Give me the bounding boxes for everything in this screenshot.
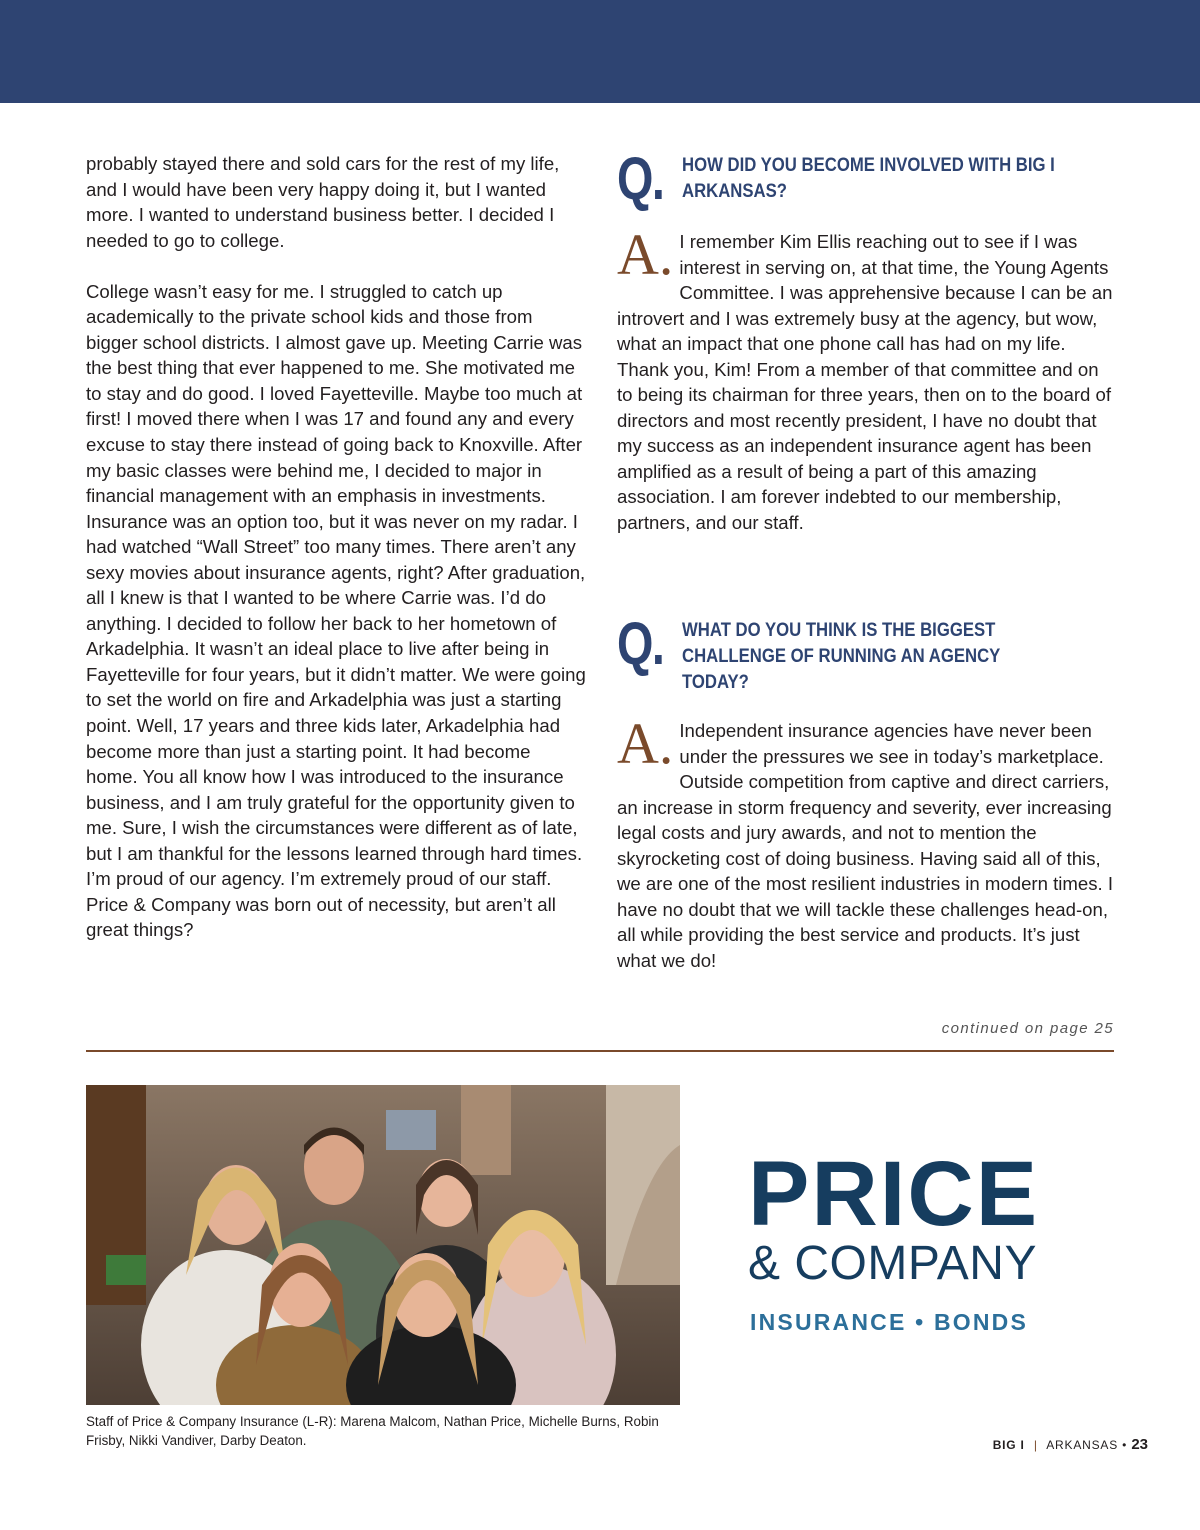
answer-text: [617, 711, 1117, 973]
answer-mark-letter: A.: [617, 222, 674, 287]
footer-bullet: •: [1122, 1438, 1128, 1452]
left-column: [86, 151, 586, 943]
question-mark-letter: Q.: [617, 145, 664, 212]
question-row: [617, 610, 1117, 696]
body-paragraph: College wasn’t easy for me. I struggled to catch up academically to the private school kids and those from bigger school districts. I almost gave up. Meeting Carrie was the best thing that ever happened to me. She motivated me to stay and do good. I loved Fayetteville. Maybe too much at first! I moved there when I was 17 and found any and every excuse to stay there instead of going back to Knoxville. After my basic classes were behind me, I decided to major in financial management with an emphasis in investments. Insurance was an option too, but it was never on my radar. I had watched “Wall Street” too many times. There aren’t any sexy movies about insurance agents, right? After graduation, all I knew is that I wanted to be where Carrie was. I’d do anything. I decided to follow her back to her hometown of Arkadelphia. It wasn’t an ideal place to live after being in Fayetteville for four years, but it didn’t matter. We were going to set the world on fire and Arkadelphia was just a starting point. Well, 17 years and three kids later, Arkadelphia had become more than just a starting point. It had become home. You all know how I was introduced to the insurance business, and I am truly grateful for the opportunity given to me. Sure, I wish the circumstances were different as of late, but I am thankful for the lessons learned through hard times. I’m proud of our agency. I’m extremely proud of our staff. Price & Company was born out of necessity, but aren’t all great things?: [86, 280, 586, 941]
logo-wordmark: PRICE: [748, 1143, 1040, 1245]
divider-rule: [86, 1050, 1114, 1052]
answer-body: Independent insurance agencies have never been under the pressures we see in today’s marketplace. Outside competition from captive and direct carriers, an increase in storm frequency and severity, ever increasing legal costs and jury awards, and not to mention the skyrocketing cost of doing business. Having said all of this, we are one of the most resilient industries in modern times. I have no doubt that we will tackle these challenges head-on, all while providing the best service and products. It’s just what we do!: [617, 720, 1114, 971]
body-paragraph: probably stayed there and sold cars for the rest of my life, and I would have been very happy doing it, but I wanted more. I wanted to understand business better. I decided I needed to go to college.: [86, 153, 560, 251]
page-footer: [993, 1436, 1148, 1453]
footer-separator: |: [1033, 1438, 1038, 1452]
header-band: [0, 0, 1200, 103]
staff-photo-illustration: [86, 1085, 680, 1405]
question-heading: HOW DID YOU BECOME INVOLVED WITH BIG I ARKANSAS?: [682, 155, 1055, 202]
photo-caption: Staff of Price & Company Insurance (L-R): Marena Malcom, Nathan Price, Michelle Burns, Robin Frisby, Nikki Vandiver, Darby Deaton.: [86, 1414, 659, 1448]
answer-mark-letter: A.: [617, 711, 674, 776]
qa-block-2: [617, 610, 1117, 973]
qa-block-1: [617, 145, 1117, 536]
question-heading: WHAT DO YOU THINK IS THE BIGGEST CHALLENGE OF RUNNING AN AGENCY TODAY?: [682, 620, 1001, 693]
right-column: [617, 145, 1117, 971]
footer-state: ARKANSAS: [1046, 1438, 1119, 1452]
question-row: [617, 145, 1117, 212]
question-mark-letter: Q.: [617, 610, 664, 677]
staff-photo: [86, 1085, 680, 1405]
logo-tagline: INSURANCE • BONDS: [750, 1309, 1029, 1335]
answer-text: [617, 222, 1117, 536]
continued-note: continued on page 25: [941, 1020, 1114, 1037]
answer-body: I remember Kim Ellis reaching out to see if I was interest in serving on, at that time, the Young Agents Committee. I was apprehensive because I can be an introvert and I was extremely busy at the agency, but wow, what an impact that one phone call has had on my life. Thank you, Kim! From a member of that committee and on to being its chairman for three years, then on to the board of directors and most recently president, I have no doubt that my success as an independent insurance agent has been amplified as a result of being a part of this amazing association. I am forever indebted to our membership, partners, and our staff.: [617, 231, 1113, 534]
footer-brand: BIG I: [992, 1438, 1025, 1452]
price-company-logo: [748, 1143, 1068, 1348]
logo-company-line: & COMPANY: [748, 1237, 1037, 1290]
page-number: 23: [1131, 1436, 1148, 1453]
